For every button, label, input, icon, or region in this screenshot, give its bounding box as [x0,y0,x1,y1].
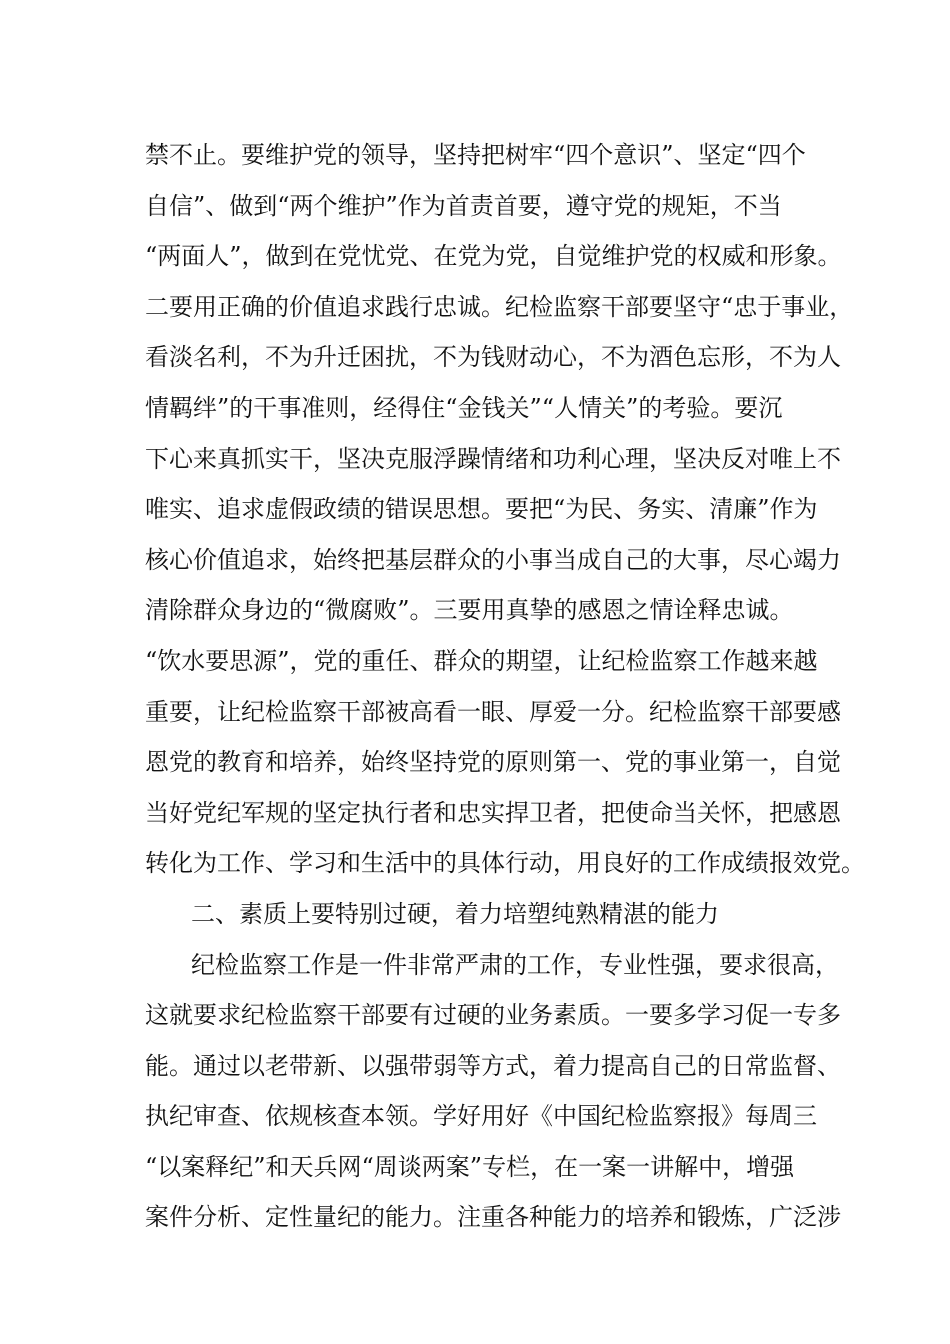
text-line: 恩党的教育和培养，始终坚持党的原则第一、党的事业第一，自觉 [145,748,841,777]
text-line: 能。通过以老带新、以强带弱等方式，着力提高自己的日常监督、 [145,1051,841,1080]
text-line: 案件分析、定性量纪的能力。注重各种能力的培养和锻炼，广泛涉 [145,1203,841,1232]
text-line: 下心来真抓实干，坚决克服浮躁情绪和功利心理，坚决反对唯上不 [145,444,841,473]
text-line: 核心价值追求，始终把基层群众的小事当成自己的大事，尽心竭力 [145,545,841,574]
text-line: 唯实、追求虚假政绩的错误思想。要把“为民、务实、清廉”作为 [145,495,818,524]
text-line: 这就要求纪检监察干部要有过硬的业务素质。一要多学习促一专多 [145,1001,841,1030]
text-line: 当好党纪军规的坚定执行者和忠实捍卫者，把使命当关怀，把感恩 [145,798,841,827]
text-line: 情羁绊”的干事准则，经得住“金钱关”“人情关”的考验。要沉 [145,393,783,422]
section-heading: 二、素质上要特别过硬，着力培塑纯熟精湛的能力 [191,899,719,928]
text-line: 二要用正确的价值追求践行忠诚。纪检监察干部要坚守“忠于事业， [145,292,854,321]
body-text [145,130,865,1243]
text-line: 禁不止。要维护党的领导，坚持把树牢“四个意识”、坚定“四个 [145,141,806,169]
text-line: 清除群众身边的“微腐败”。三要用真挚的感恩之情诠释忠诚。 [145,596,794,625]
paragraph-start-line: 纪检监察工作是一件非常严肃的工作，专业性强，要求很高， [191,950,839,979]
text-line: 看淡名利，不为升迁困扰，不为钱财动心，不为酒色忘形，不为人 [145,343,841,372]
text-line: 自信”、做到“两个维护”作为首责首要，遵守党的规矩，不当 [145,191,782,220]
text-line: “两面人”，做到在党忧党、在党为党，自觉维护党的权威和形象。 [145,242,842,271]
text-line: 重要，让纪检监察干部被高看一眼、厚爱一分。纪检监察干部要感 [145,697,841,726]
text-line: 转化为工作、学习和生活中的具体行动，用良好的工作成绩报效党。 [145,849,865,878]
text-line: 执纪审查、依规核查本领。学好用好《中国纪检监察报》每周三 [145,1102,817,1131]
text-line: “饮水要思源”，党的重任、群众的期望，让纪检监察工作越来越 [145,646,818,675]
text-line: “以案释纪”和天兵网“周谈两案”专栏，在一案一讲解中，增强 [145,1152,795,1181]
